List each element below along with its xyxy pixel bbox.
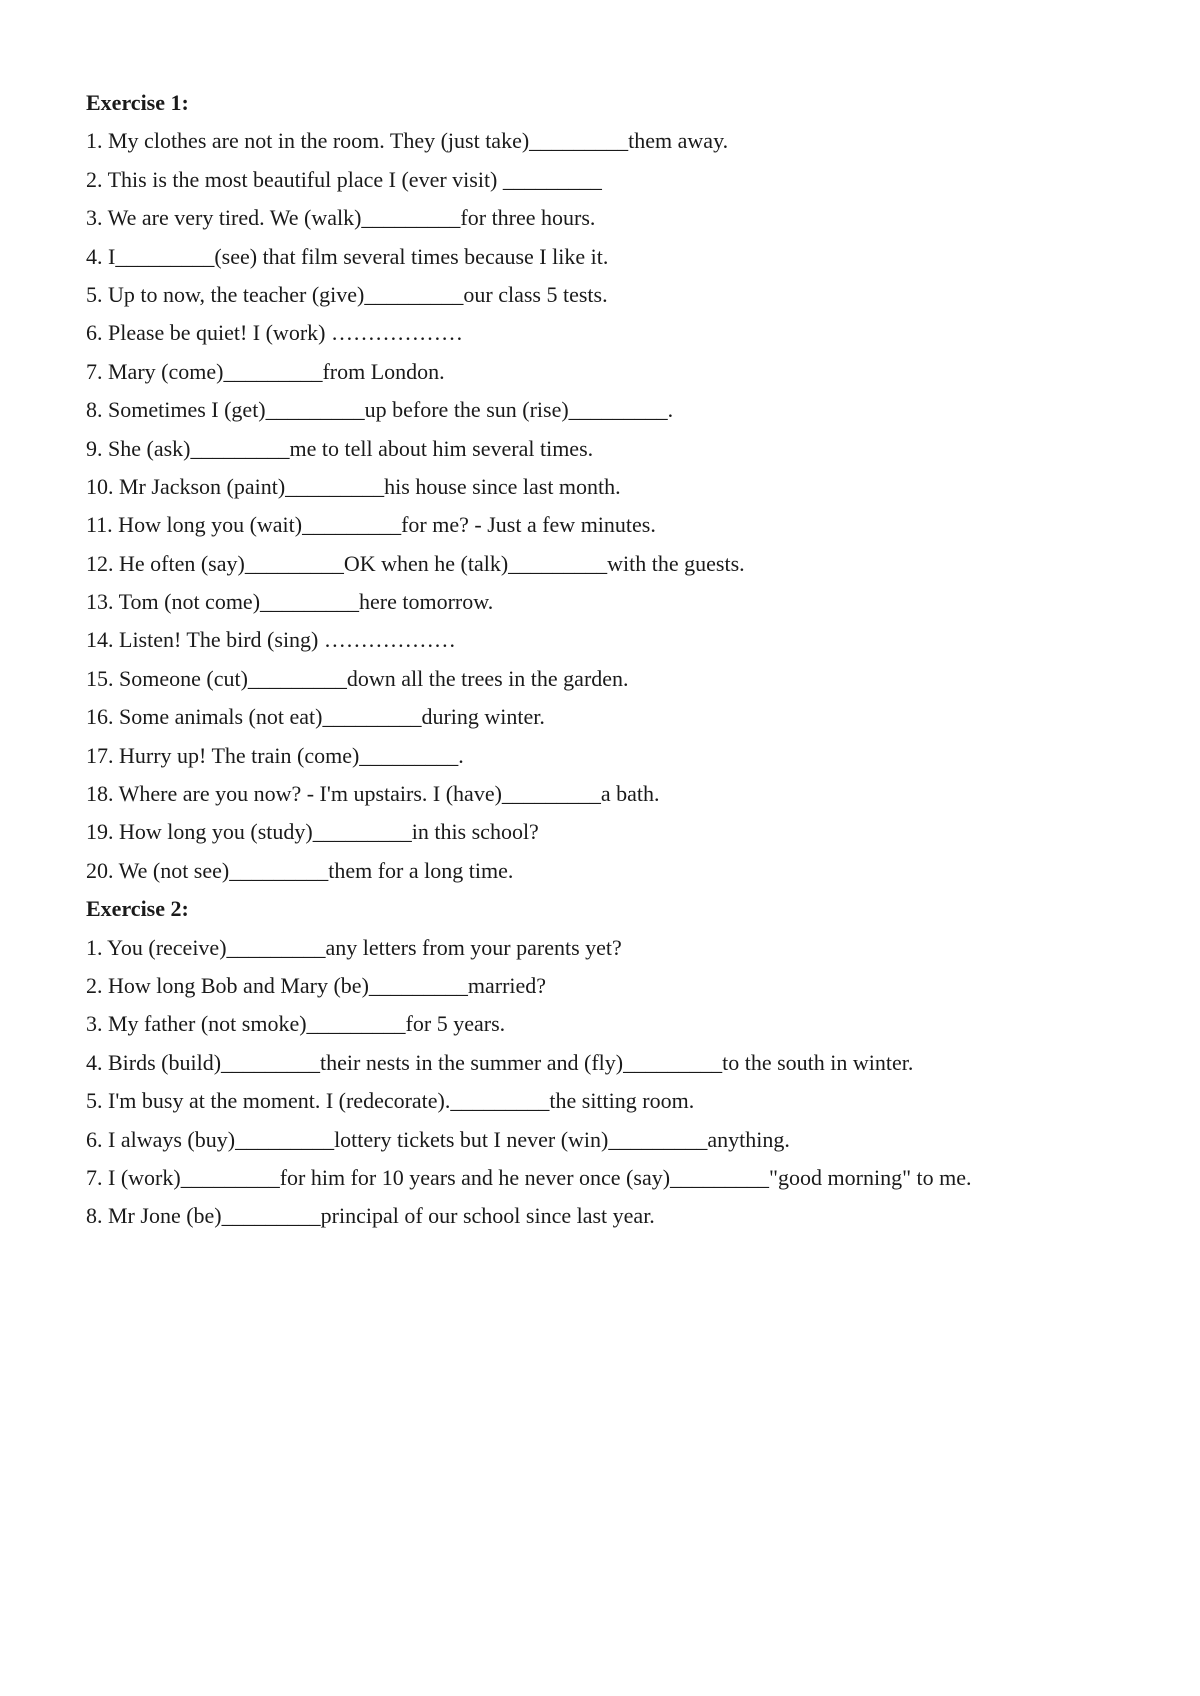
- worksheet-content: [86, 84, 1126, 1236]
- exercise-2-item-1: 1. You (receive)_________any letters from your parents yet?: [86, 934, 622, 960]
- exercise-1-heading: Exercise 1:: [86, 90, 189, 115]
- exercise-1-item-18: 18. Where are you now? - I'm upstairs. I (have)_________a bath.: [86, 781, 660, 807]
- exercise-2-item-2: 2. How long Bob and Mary (be)_________married?: [86, 972, 547, 998]
- exercise-1-item-9: 9. She (ask)_________me to tell about him several times.: [86, 435, 594, 461]
- exercise-1-item-13: 13. Tom (not come)_________here tomorrow.: [86, 589, 494, 615]
- exercise-1-item-20: 20. We (not see)_________them for a long time.: [86, 857, 514, 883]
- exercise-2-item-5: 5. I'm busy at the moment. I (redecorate)._________the sitting room.: [86, 1088, 695, 1114]
- exercise-1-item-15: 15. Someone (cut)_________down all the trees in the garden.: [86, 665, 629, 691]
- exercise-2-item-4: 4. Birds (build)_________their nests in the summer and (fly)_________to the south in winter.: [86, 1049, 914, 1075]
- exercise-1-item-11: 11. How long you (wait)_________for me? - Just a few minutes.: [86, 512, 656, 538]
- exercise-1-item-14: 14. Listen! The bird (sing) ………………: [86, 627, 456, 653]
- exercise-1-item-10: 10. Mr Jackson (paint)_________his house since last month.: [86, 473, 621, 499]
- exercise-1-item-1: 1. My clothes are not in the room. They (just take)_________them away.: [86, 128, 729, 154]
- exercise-1-item-5: 5. Up to now, the teacher (give)_________our class 5 tests.: [86, 281, 608, 307]
- exercise-1-item-16: 16. Some animals (not eat)_________during winter.: [86, 704, 545, 730]
- exercise-2-heading: Exercise 2:: [86, 896, 189, 922]
- exercise-2-item-3: 3. My father (not smoke)_________for 5 years.: [86, 1011, 506, 1037]
- exercise-1-item-12: 12. He often (say)_________OK when he (talk)_________with the guests.: [86, 550, 745, 576]
- exercise-1-item-8: 8. Sometimes I (get)_________up before the sun (rise)_________.: [86, 397, 674, 423]
- exercise-2-item-6: 6. I always (buy)_________lottery tickets but I never (win)_________anything.: [86, 1126, 790, 1152]
- exercise-1-item-19: 19. How long you (study)_________in this school?: [86, 819, 539, 845]
- exercise-1-item-6: 6. Please be quiet! I (work) ………………: [86, 320, 463, 346]
- exercise-1-item-17: 17. Hurry up! The train (come)_________.: [86, 742, 464, 768]
- exercise-2-item-7: 7. I (work)_________for him for 10 years and he never once (say)_________"good morning" to me.: [86, 1164, 972, 1190]
- exercise-1-item-4: 4. I_________(see) that film several times because I like it.: [86, 243, 609, 269]
- exercise-1-item-3: 3. We are very tired. We (walk)_________for three hours.: [86, 205, 596, 231]
- exercise-1-item-7: 7. Mary (come)_________from London.: [86, 358, 445, 384]
- exercise-2-item-8: 8. Mr Jone (be)_________principal of our school since last year.: [86, 1203, 655, 1229]
- exercise-1-item-2: 2. This is the most beautiful place I (ever visit) _________: [86, 166, 602, 192]
